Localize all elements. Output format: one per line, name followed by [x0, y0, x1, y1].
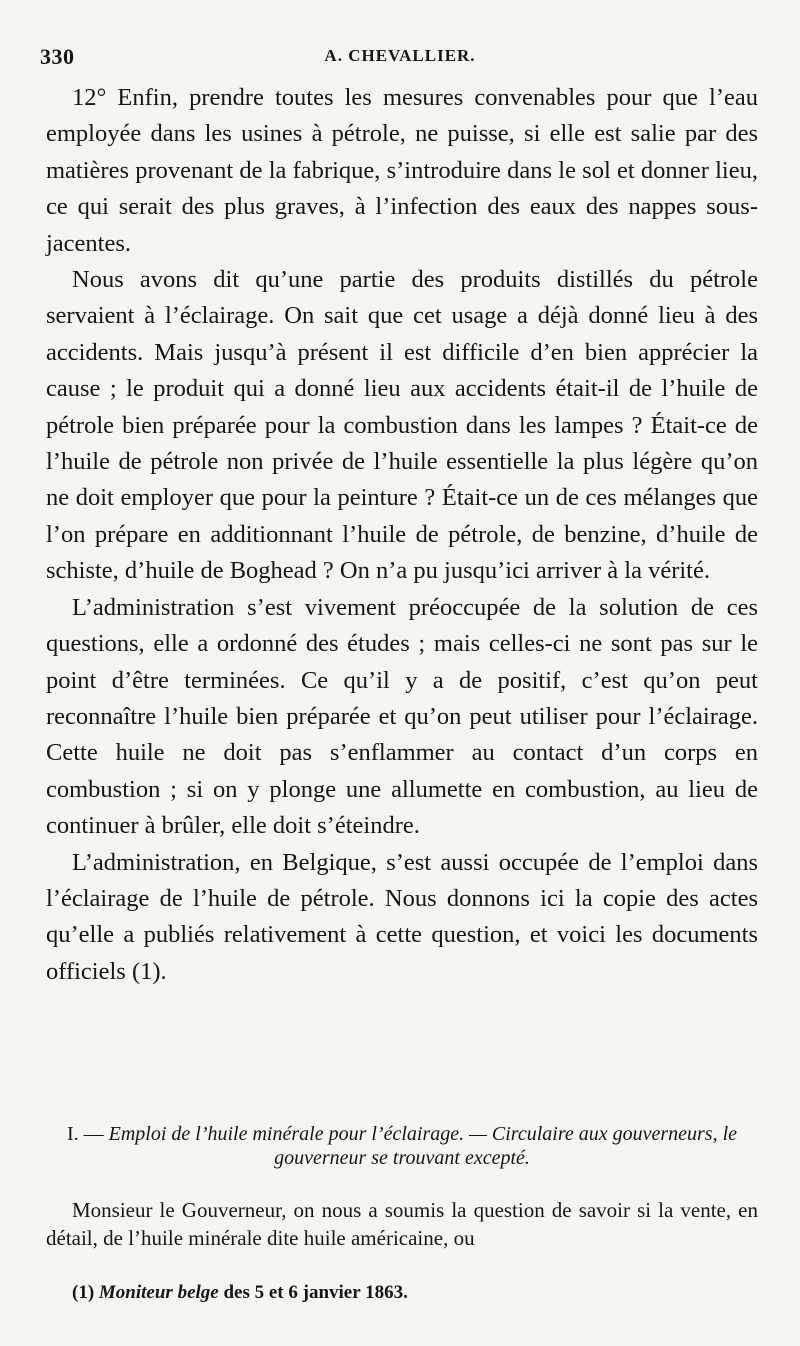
- footnote-text: des 5 et 6 janvier 1863.: [223, 1282, 408, 1303]
- page-header: [40, 44, 760, 74]
- main-text: [46, 80, 758, 990]
- section-number: I. —: [66, 1123, 104, 1145]
- footnote: [72, 1281, 762, 1305]
- footnote-source: Moniteur belge: [98, 1282, 219, 1303]
- footnote-marker: (1): [72, 1282, 95, 1303]
- section-heading: [46, 1122, 758, 1170]
- running-head: A. CHEVALLIER.: [324, 46, 476, 65]
- paragraph: Nous avons dit qu’une partie des produits distillés du pétrole servaient à l’éclairage. On sait que cet usage a déjà donné lieu à des accidents. Mais jusqu’à présent il est difficile d’en bien apprécier la cause ; le produit qui a donné lieu aux accidents était-il de l’huile de pétrole bien préparée pour la combustion dans les lampes ? Était-ce de l’huile de pétrole non privée de l’huile essentielle la plus légère qu’on ne doit employer que pour la peinture ? Était-ce un de ces mélanges que l’on prépare en additionnant l’huile de pétrole, de benzine, d’huile de schiste, d’huile de Boghead ? On n’a pu jusqu’ici arriver à la vérité.: [46, 266, 758, 585]
- letter-paragraph: Monsieur le Gouverneur, on nous a soumis la question de savoir si la vente, en détail, de l’huile minérale dite huile américaine, ou: [46, 1198, 758, 1250]
- page-number: 330: [40, 44, 75, 69]
- paragraph: L’administration, en Belgique, s’est aussi occupée de l’emploi dans l’éclairage de l’huile de pétrole. Nous donnons ici la copie des actes qu’elle a publiés relativement à cette question, et voici les documents officiels (1).: [46, 848, 758, 985]
- letter-text: [46, 1196, 758, 1252]
- paragraph: L’administration s’est vivement préoccupée de la solution de ces questions, elle a ordonné des études ; mais celles-ci ne sont pas sur le point d’être terminées. Ce qu’il y a de positif, c’est qu’on peut reconnaître l’huile bien préparée et qu’on peut utiliser pour l’éclairage. Cette huile ne doit pas s’enflammer au contact d’un corps en combustion ; si on y plonge une allumette en combustion, au lieu de continuer à brûler, elle doit s’éteindre.: [46, 593, 758, 840]
- section-title: Emploi de l’huile minérale pour l’éclairage. — Circulaire aux gouverneurs, le gouverneur se trouvant excepté.: [108, 1123, 738, 1169]
- paragraph: 12° Enfin, prendre toutes les mesures convenables pour que l’eau employée dans les usines à pétrole, ne puisse, si elle est salie par des matières provenant de la fabrique, s’introduire dans le sol et donner lieu, ce qui serait des plus graves, à l’infection des eaux des nappes sous-jacentes.: [46, 84, 758, 257]
